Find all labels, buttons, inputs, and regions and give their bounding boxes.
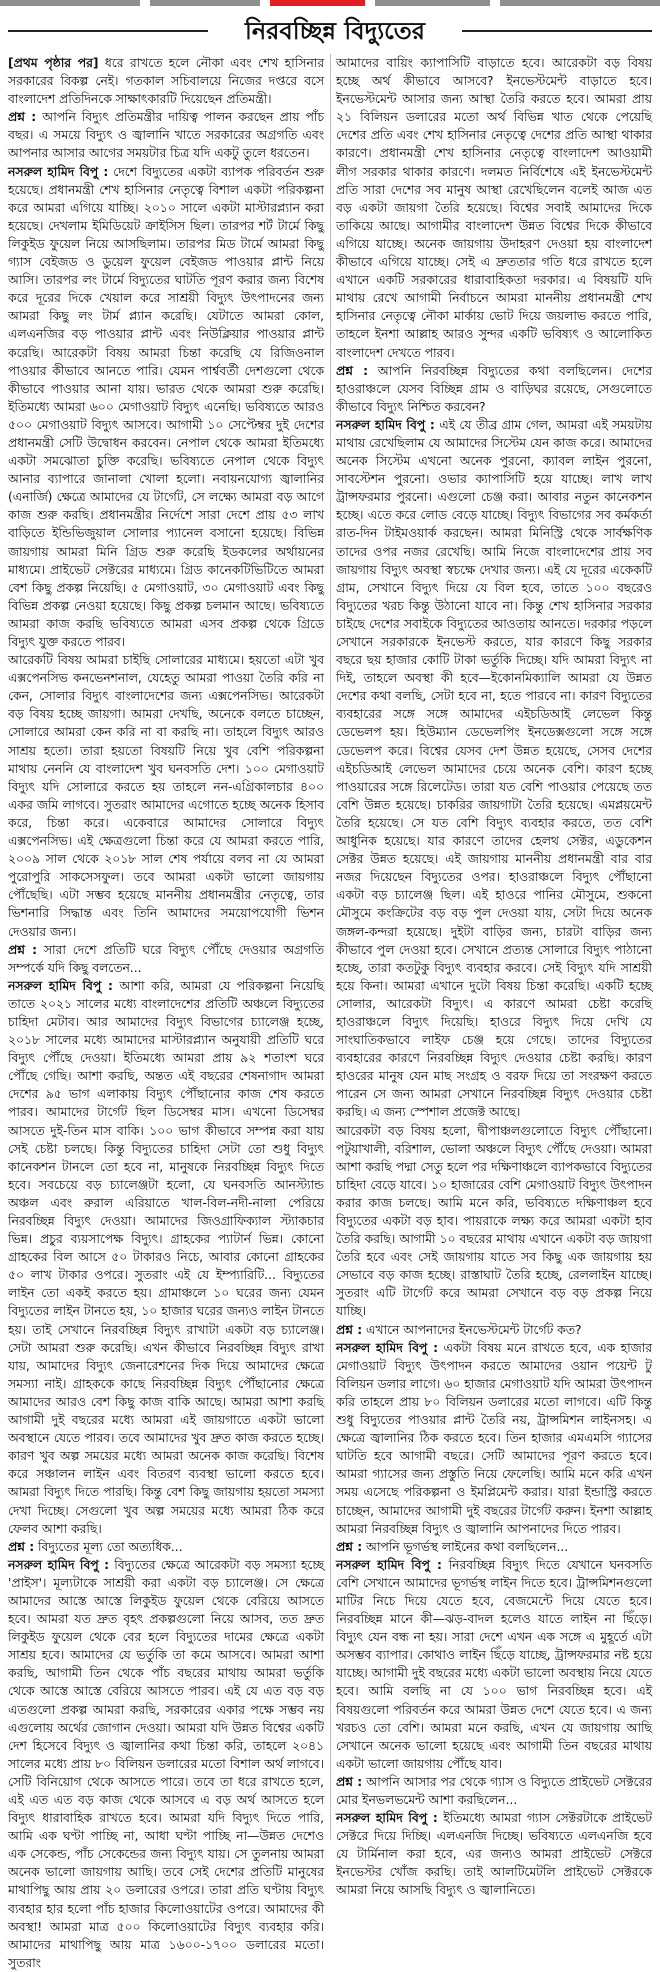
question-label: প্রশ্ন : <box>336 1539 363 1554</box>
paragraph-text: এই যে তীব্র গ্রাম গেল, আমরা এই সময়টায় মাথায় রেখেছিলাম যে আমাদের সিস্টেম যেন কাজ করে। আমাদের অনেক সিস্টেম এখনো অনেক পুরনো, ক্যাবল লাইন পুরনো, সাবস্টেশন পুরনো। ওভার ক্যাপাসিটি হয়ে যাচ্ছে। লাখ লাখ ট্রান্সফরমার পুরনো। এগুলো চেঞ্জ করা। আবার নতুন কানেকশন হচ্ছে। এতে করে লোড বেড়ে যাচ্ছে। বিদ্যুৎ বিভাগের সব কর্মকর্তা রাত-দিন টাইমওয়ার্ক করছেন। আমরা মিনিস্ট্রি থেকে সার্বক্ষণিক তাদের ওপর নজর রেখেছি। আমি নিজে বাংলাদেশের প্রায় সব জায়গায় বিদ্যুৎ অবস্থা স্বচক্ষে দেখার জন্য। এই যে দূরের একেকটি গ্রাম, সেখানে বিদ্যুৎ দিয়ে যে বিল হবে, তাতে ১০০ বছরেও বিদ্যুতের খরচ কিন্তু উঠানো যাবে না। কিন্তু শেখ হাসিনার সরকার চাইছে দেশের সবাইকে বিদ্যুতের আওতায় আনতে। দরকার পড়লে সেখানে সরকারকে ইনভেস্ট করতে, যার কারণে কিছু সরকার বছরে ছয় হাজার কোটি টাকা ভর্তুকি দিচ্ছে। যদি আমরা বিদ্যুৎ না দিই, তাহলে অবস্থা কী হবে—ইকোনমিক্যালি আমরা যে উন্নত দেশের কথা বলছি, সেটা হবে না, হতে পারবে না। কারণ বিদ্যুতের ব্যবহারের সঙ্গে সঙ্গে আমাদের এইচডিআই লেভেল কিন্তু ডেভেলপ হয়। হিউম্যান ডেভেলপিং ইনডেক্সগুলো সঙ্গে সঙ্গে ডেভেলপ করে। বিশ্বের যেসব দেশ উন্নত হয়েছে, সেসব দেশের এইচডিআই লেভেল আমাদের চেয়ে অনেক বেশি। কারণ হচ্ছে পাওয়ারের সঙ্গে রিলেটেড। তারা যত বেশি পাওয়ার পেয়েছে তত বেশি উন্নত হয়েছে। চাকরির জায়গাটা তৈরি হয়েছে। এমপ্লয়মেন্ট তৈরি হয়েছে। সে যত বেশি বিদ্যুৎ ব্যবহার করতে, তত বেশি আধুনিক হয়েছে। যার কারণে তাদের হেলথ সেক্টর, এডুকেশন সেক্টর উন্নত হয়েছে। এই জায়গায় মাননীয় প্রধানমন্ত্রী বার বার নজর দিয়েছেন বিদ্যুতের ওপর। হাওরাঞ্চলে বিদ্যুৎ পৌঁছানো একটা বড় চ্যালেঞ্জ ছিল। এই হাওরে পানির মৌসুমে, শুকনো মৌসুমে কংক্রিটের বড় বড় পুল দেওয়া যায়, সেটা দিয়ে অনেক জঙ্গল-কন্দরা হয়েছে। দুইটা বাড়ির জন্য, চারটা বাড়ির জন্য কীভাবে পুল দেওয়া হবে। সেখানে প্রত্যন্ত সোলারে বিদ্যুৎ পাঠানো হচ্ছে, তারা কতটুকু বিদ্যুৎ ব্যবহার করবে। সেই বিদ্যুৎ যদি সাশ্রয়ী হয়ে কিনা। আমরা এখানে দুটো বিষয় চিন্তা করেছি। একটি হচ্ছে সোলার, আরেকটা বিদ্যুৎ। এ কারণে আমরা চেষ্টা করেছি হাওরাঞ্চলে বিদ্যুৎ দিয়েছি। হাওরে বিদ্যুৎ দিয়ে দেখি যে সাংঘাতিকভাবে লাইফ চেঞ্জ হয়ে গেছে। তাদের বিদ্যুতের ব্যবহারের কারণে নিরবচ্ছিন্ন বিদ্যুৎ দেওয়ার চেষ্টা করছি। কারণ হাওরের মানুষ যেন মাছ সংগ্রহ ও বরফ দিয়ে তা সংরক্ষণ করতে পারেন সে জন্য আমরা সেখানে নিরবচ্ছিন্ন বিদ্যুৎ দেওয়ার চেষ্টা করছি। এ জন্য স্পেশাল প্রজেক্ট আছে। <box>336 417 652 1120</box>
body-paragraph <box>336 1122 652 1321</box>
question-paragraph <box>8 941 324 977</box>
question-paragraph <box>336 1321 652 1339</box>
paragraph-text: এখানে আপনাদের ইনভেস্টমেন্ট টার্গেট কত? <box>362 1322 582 1337</box>
answer-paragraph <box>8 1556 324 1972</box>
speaker-label: নসরুল হামিদ বিপু : <box>336 1340 439 1355</box>
body-paragraph <box>8 54 324 108</box>
lead-label: [প্রথম পৃষ্ঠার পর] <box>8 56 99 70</box>
speaker-label: নসরুল হামিদ বিপু : <box>336 1811 438 1826</box>
body-paragraph <box>336 54 652 362</box>
speaker-label: নসরুল হামিদ বিপু : <box>8 1557 110 1572</box>
article-headline: নিরবচ্ছিন্ন বিদ্যুতের <box>244 17 426 45</box>
question-paragraph <box>336 362 652 416</box>
question-paragraph <box>8 108 324 162</box>
paragraph-text: দেশে বিদ্যুতের একটা ব্যাপক পরিবর্তন শুরু হয়েছে। প্রধানমন্ত্রী শেখ হাসিনার নেতৃত্বে বিশাল একটা পরিকল্পনা করে আমরা এগিয়ে যাচ্ছি। ২০১০ সালে একটা মাস্টারপ্ল্যান করা হয়েছে। দেখলাম ইমিডিয়েট ক্রাইসিস ছিল। তারপর শর্ট টার্মে কিছু লিকুইড ফুয়েল নিয়ে আসছিলাম। তারপর মিড টার্মে আমরা কিছু গ্যাস বেইজড ও ডুয়েল ফুয়েল বেইজড পাওয়ার প্লান্ট নিয়ে আসি। তারপর লং টার্মে বিদ্যুতের ঘাটতি পূরণ করার জন্য বিশেষ করে দূরের দিকে খেয়াল করে সাশ্রয়ী বিদ্যুৎ উৎপাদনের জন্য আমরা কিছু লং টার্ম প্ল্যান করেছি। যেটাতে আমরা কোল, এলএনজির বড় পাওয়ার প্লান্ট এবং নিউক্লিয়ার পাওয়ার প্লান্ট করেছি। আরেকটা বিষয় আমরা চিন্তা করেছি যে রিজিওনাল পাওয়ার কীভাবে আনতে পারি। যেমন পার্শ্ববর্তী দেশগুলো থেকে কীভাবে পাওয়ার আনা যায়। ভারত থেকে আমরা শুরু করেছি। ইতিমধ্যে আমরা ৬০০ মেগাওয়াট বিদ্যুৎ এনেছি। ভবিষ্যতে আরও ৫০০ মেগাওয়াট বিদ্যুৎ আসবে। আগামী ১০ সেপ্টেম্বর দুই দেশের প্রধানমন্ত্রী সেটি উদ্বোধন করবেন। নেপাল থেকে আমরা ইতিমধ্যে একটা সমঝোতা চুক্তি করেছি। ভবিষ্যতে নেপাল থেকে বিদ্যুৎ আনার ব্যাপারে জানালা খোলা হলো। নবায়নযোগ্য জ্বালানির (এনার্জি) ক্ষেত্রে আমাদের যে টার্গেট, সে লক্ষ্যে আমরা বড় আগে কাজ শুরু করছি। প্রধানমন্ত্রীর নির্দেশে সারা দেশে প্রায় ৫৩ লাখ বাড়িতে ইন্ডিভিজুয়াল সোলার প্যানেল বসানো হয়েছে। বিভিন্ন জায়গায় আমরা মিনি গ্রিড শুরু করেছি ইডকলের অর্থায়নের মাধ্যমে। প্রাইভেট সেক্টরের মাধ্যমে। গ্রিড কানেকটিভিটিতে আমরা বেশ কিছু প্রকল্প নিয়েছি। ৫ মেগাওয়াট, ৩০ মেগাওয়াট এবং কিছু বিভিন্ন প্রকল্প নেওয়া হয়েছে। কিছু প্রকল্প চলমান আছে। ভবিষ্যতে আমরা কাজ করছি ভবিষ্যতে আমরা এসব প্রকল্প থেকে গ্রিডে বিদ্যুৎ যুক্ত করতে পারব। <box>8 164 324 649</box>
top-bar-accent-segment <box>270 0 365 6</box>
answer-paragraph <box>336 1556 652 1773</box>
article-column-right <box>336 54 652 1898</box>
question-label: প্রশ্ন : <box>8 1539 35 1554</box>
paragraph-text: আপনি আসার পর থেকে গ্যাস ও বিদ্যুতে প্রাইভেট সেক্টরের মোর ইনভলভমেন্ট আশা করছিলেন... <box>336 1774 652 1807</box>
top-bar-segment <box>500 0 660 6</box>
question-label: প্রশ্ন : <box>336 363 369 378</box>
answer-paragraph <box>336 416 652 1122</box>
body-paragraph <box>8 651 324 941</box>
paragraph-text: ধরে রাখতে হলে নৌকা এবং শেখ হাসিনার সরকারের বিকল্প নেই। গতকাল সচিবালয়ে নিজের দপ্তরে বসে বাংলাদেশ প্রতিদিনকে সাক্ষাৎকারটি দিয়েছেন প্রতিমন্ত্রী। <box>8 56 325 107</box>
paragraph-text: আরেকটি বিষয় আমরা চাইছি সোলারের মাধ্যমে। হয়তো এটা খুব এক্সপেনসিভ কনভেনশনাল, যেহেতু আমরা পাওয়া তৈরি করি না কেন, সোলার বিদ্যুৎ বাংলাদেশের জন্য এক্সপেনসিভ। আরেকটা বড় বিষয় হচ্ছে জায়গা। আমরা দেখছি, অনেকে বলতে চাচ্ছেন, সোলারে আমরা কেন করি না বা করছি না। তাহলে বিদ্যুৎ আরও সাশ্রয় হতো। তারা হয়তো বিষয়টি নিয়ে খুব বেশি পরিকল্পনা মাথায় নেননি যে বাংলাদেশ খুব ঘনবসতি দেশ। ১০০ মেগাওয়াট বিদ্যুৎ যদি সোলারে করতে হয় তাহলে নন-এগ্রিকালচার ৪০০ একর জমি লাগবে। সুতরাং আমাদের এগোতে হচ্ছে অনেক হিসাব করে, চিন্তা করে। একেবারে আমাদের সোলারে বিদ্যুৎ এক্সপেনসিভ। এই ক্ষেত্রগুলো চিন্তা করে যে আমরা করতে পারি, ২০০৯ সাল থেকে ২০১৮ সাল শেষ পর্যায়ে বলব না যে আমরা পুরোপুরি সাকসেসফুল। তবে আমরা একটা ভালো জায়গায় পৌঁছেছি। এটা সম্ভব হয়েছে মাননীয় প্রধানমন্ত্রীর নেতৃত্বে, তার ভিশনারি সিদ্ধান্ত এবং তিনি আমাদের সময়োপযোগী ভিশন দেওয়ার জন্য। <box>8 653 324 939</box>
question-paragraph <box>8 1538 324 1556</box>
speaker-label: নসরুল হামিদ বিপু : <box>8 164 109 179</box>
speaker-label: নসরুল হামিদ বিপু : <box>336 417 435 432</box>
speaker-label: নসরুল হামিদ বিপু : <box>8 978 113 993</box>
paragraph-text: নিরবচ্ছিন্ন বিদ্যুৎ দিতে যেখানে ঘনবসতি বেশি সেখানে আমাদের ভূগর্ভস্থ লাইন দিতে হবে। ট্রান্সমিশনগুলো মাটির নিচে দিয়ে যেতে হবে, বেজমেন্টে দিয়ে যেতে হবে। নিরবচ্ছিন্ন মানে কী—ঝড়-বাদল হলেও যাতে লাইন না ছিঁড়ে। বিদ্যুৎ যেন বন্ধ না হয়। সারা দেশে এখন এক সঙ্গে এ মুহূর্তে এটা অসম্ভব ব্যাপার। কোথাও লাইন ছিঁড়ে যাচ্ছে, ট্রান্সফরমার নষ্ট হয়ে যাচ্ছে। আগামী দুই বছরের মধ্যে একটা ভালো অবস্থায় নিয়ে যেতে হবে। আমি বলছি না যে ১০০ ভাগ নিরবচ্ছিন্ন হবে। এই বিষয়গুলো পরিবর্তন করে আমরা উন্নত দেশে যেতে হবে। এ জন্য খরচও তো বেশি। আমরা মনে করছি, এখন যে জায়গায় আছি সেখানে অনেক ভালো হয়েছে এবং আগামী তিন বছরের মাথায় একটা ভালো জায়গায় পৌঁছে যাব। <box>336 1557 652 1771</box>
question-label: প্রশ্ন : <box>8 942 38 957</box>
paragraph-text: ইতিমধ্যে আমরা গ্যাস সেক্টরটাকে প্রাইভেট সেক্টরে দিয়ে দিচ্ছি। এলএনজি দিচ্ছে। ভবিষ্যতে এলএনজি হবে যে টার্মিনাল করা হবে, এর জন্যও আমরা প্রাইভেট সেক্টরে ইনভেস্টর খোঁজ করছি। তাই আলটিমেটলি প্রাইভেট সেক্টরকে আমরা নিয়ে আসছি বিদ্যুৎ ও জ্বালানিতে। <box>336 1811 652 1898</box>
paragraph-text: বিদ্যুতের ক্ষেত্রে আরেকটা বড় সমস্যা হচ্ছে 'প্রাইস'। মূল্যটাকে সাশ্রয়ী করা একটা বড় চ্যালেঞ্জ। সে ক্ষেত্রে আমাদের আস্তে আস্তে লিকুইড ফুয়েল থেকে বেরিয়ে আসতে হবে। আমরা যত দ্রুত বৃহৎ প্রকল্পগুলো নিয়ে আসব, তত দ্রুত লিকুইড ফুয়েল থেকে বের হলে বিদ্যুতের দামের ক্ষেত্রে একটা সাশ্রয় হবে। আমাদের যে ভর্তুকি তা কমে আসবে। আমরা আশা করছি, আগামী তিন থেকে পাঁচ বছরের মাথায় আমরা ভর্তুকি থেকে আস্তে আস্তে বেরিয়ে আসতে পারব। এই যে এত বড় বড় এতগুলো প্রকল্প আমরা করছি, সরকারের একার পক্ষে সম্ভব নয় এগুলোয় অর্থের জোগান দেওয়া। আমরা যদি উন্নত বিশ্বের একটি দেশ হিসেবে বিদ্যুৎ ও জ্বালানির কথা চিন্তা করি, তাহলে ২০৪১ সালের মধ্যে প্রায় ৮০ বিলিয়ন ডলারের মতো বিশাল অর্থ লাগবে। সেটি বিনিয়োগ থেকে আসতে পারে। তবে তা ধরে রাখতে হলে, এই এত এত বড় কাজ থেকে আসবে এ বড় অর্থ আসতে হলে বিদ্যুৎ ধারাবাহিক রাখতে হবে। আমরা যদি বিদ্যুৎ দিতে পারি, আমি এক ঘণ্টা পাচ্ছি না, আধা ঘণ্টা পাচ্ছি না—উন্নত দেশেও এক সেকেন্ড, পাঁচ সেকেন্ডের জন্য বিদ্যুৎ যায়। সে তুলনায় আমরা অনেক ভালো জায়গায় আছি। তবে সেই দেশের প্রতিটি মানুষের মাথাপিছু আয় প্রায় ২০ ডলারের ওপরে। তারা প্রতি ঘণ্টায় বিদ্যুৎ ব্যবহার হার হলো পাঁচ হাজার কিলোওয়াটের ওপরে। আমাদের কী অবস্থা! আমরা মাত্র ৫০০ কিলোওয়াটের বিদ্যুৎ ব্যবহার করি। আমাদের মাথাপিছু আয় মাত্র ১৬০০-১৭০০ ডলারের মতো। সুতরাং <box>8 1557 324 1970</box>
question-paragraph <box>336 1538 652 1556</box>
paragraph-text: আরেকটা বড় বিষয় হলো, দ্বীপাঞ্চলগুলোতে বিদ্যুৎ পৌঁছানো। পটুয়াখালী, বরিশাল, ভোলা অঞ্চলে বিদ্যুৎ পৌঁছে দেওয়া। আমরা আশা করছি পদ্মা সেতু হলে পর দক্ষিণাঞ্চলে ব্যাপকভাবে বিদ্যুতের চাহিদা বেড়ে যাবে। ১০ হাজারের বেশি মেগাওয়াট বিদ্যুৎ উৎপাদন করার কাজ চলছে। আমি মনে করি, ভবিষ্যতে দক্ষিণাঞ্চল হবে বিদ্যুতের একটা বড় হাব। পায়রাকে লক্ষ্য করে আমরা একটা হাব তৈরি করছি। আগামী ১০ বছরের মাথায় এখানে একটা বড় জায়গা তৈরি হবে এবং সেই জায়গায় যাতে সব কিছু এক জায়গায় হয় সেভাবে বড় কাজ হচ্ছে। রাস্তাঘাট তৈরি হচ্ছে, রেললাইন যাচ্ছে। সুতরাং এটি টার্গেট করে আমরা সেখানে বড় বড় প্রকল্প নিয়ে যাচ্ছি। <box>336 1123 652 1319</box>
answer-paragraph <box>8 163 324 652</box>
question-label: প্রশ্ন : <box>8 110 37 125</box>
paragraph-text: আপনি নিরবচ্ছিন্ন বিদ্যুতের কথা বলছিলেন। দেশের হাওরাঞ্চলে যেসব বিচ্ছিন্ন গ্রাম ও বাড়িঘর রয়েছে, সেগুলোতে কীভাবে বিদ্যুৎ নিশ্চিত করবেন? <box>336 363 652 414</box>
answer-paragraph <box>8 977 324 1538</box>
top-bar-segment <box>150 0 260 6</box>
top-bar-segment <box>375 0 490 6</box>
article-column-left <box>8 54 325 1970</box>
top-bar-segment <box>0 0 140 6</box>
paragraph-text: বিদ্যুতের মূল্য তো অত্যধিক... <box>34 1539 183 1554</box>
paragraph-text: আশা করি, আমরা যে পরিকল্পনা নিয়েছি তাতে ২০২১ সালের মধ্যে বাংলাদেশের প্রতিটি অঞ্চলে বিদ্যুতের চাহিদা মেটাব। আর আমাদের বিদ্যুৎ বিভাগের চ্যালেঞ্জ হচ্ছে, ২০১৮ সালের মধ্যে আমাদের মাস্টারপ্ল্যান অনুযায়ী প্রতিটি ঘরে বিদ্যুৎ পৌঁছে দেওয়া। ইতিমধ্যে আমরা প্রায় ৯২ শতাংশ ঘরে পৌঁছে গেছি। আশা করছি, অন্তত এই বছরের শেষনাগাদ আমরা দেশের ৯৫ ভাগ এলাকায় বিদ্যুৎ পৌঁছানোর কাজ শেষ করতে পারব। আমাদের টার্গেট ছিল ডিসেম্বর মাস। এখনো ডিসেম্বর আসতে দুই-তিন মাস বাকি। ১০০ ভাগ কীভাবে সম্পন্ন করা যায় সেই চেষ্টা চলছে। কিন্তু বিদ্যুতের চাহিদা সেটা তো শুধু বিদ্যুৎ কানেকশন টানলে তো হবে না, মানুষকে নিরবচ্ছিন্ন বিদ্যুৎ দিতে হবে। সবচেয়ে বড় চ্যালেঞ্জটা হলো, যে ঘনবসতি আনস্ট্যান্ড অঞ্চল এবং রুরাল এরিয়াতে খাল-বিল-নদী-নালা পেরিয়ে নিরবচ্ছিন্ন বিদ্যুৎ দেওয়া। আমাদের জিওগ্রাফিক্যাল স্ট্যাকচার ভিন্ন। প্রচুর ব্যয়সাপেক্ষ বিদ্যুৎ। গ্রাহকের প্যাটার্ন ভিন্ন। কোনো গ্রাহকের বিল আসে ৫০ টাকারও নিচে, আবার কোনো গ্রাহকের ৫০ লাখ টাকার ওপরে। সুতরাং এই যে ইম্প্যারিটি... বিদ্যুতের লাইন তো একই করতে হয়। গ্রামাঞ্চলে ১০ ঘরের জন্য যেমন বিদ্যুতের লাইন টানতে হয়, ১০ হাজার ঘরের জন্যও লাইন টানতে হয়। তাই সেখানে নিরবচ্ছিন্ন বিদ্যুৎ রাখাটা একটা বড় চ্যালেঞ্জ। সেটা আমরা শুরু করেছি। এখন কীভাবে নিরবচ্ছিন্ন বিদ্যুৎ রাখা যায়, আমাদের বিদ্যুৎ জেনারেশনের দিক দিয়ে আমাদের ক্ষেত্রে সমস্যা নাই। গ্রাহককে কাছে নিরবচ্ছিন্ন বিদ্যুৎ পৌঁছানোর ক্ষেত্রে আমাদের আরও বেশ কিছু কাজ বাকি আছে। আমরা আশা করছি আগামী দুই বছরের মধ্যে আমরা এই জায়গাতে একটা ভালো অবস্থানে যেতে পারব। তবে আমাদের খুব দ্রুত কাজ করতে হচ্ছে। কারণ খুব অল্প সময়ের মধ্যে আমরা অনেক কাজ করেছি। বিশেষ করে সঞ্চালন লাইন এবং বিতরণ ব্যবস্থা ভালো করতে হবে। আমরা বিদ্যুৎ দিতে পারছি। কিন্তু বেশ কিছু জায়গায় হয়তো সমস্যা দেখা দিচ্ছে। সেগুলো খুব অল্প সময়ের মধ্যে আমরা ঠিক করে ফেলব আশা করছি। <box>8 978 324 1536</box>
speaker-label: নসরুল হামিদ বিপু : <box>336 1557 442 1572</box>
answer-paragraph <box>336 1809 652 1899</box>
question-label: প্রশ্ন : <box>336 1322 363 1337</box>
headline-block <box>0 16 660 46</box>
paragraph-text: আপনি ভূগর্ভস্থ লাইনের কথা বলছিলেন... <box>362 1539 569 1554</box>
column-divider <box>330 54 331 1840</box>
top-color-bar <box>0 0 660 6</box>
paragraph-text: আপনি বিদ্যুৎ প্রতিমন্ত্রীর দায়িত্ব পালন করছেন প্রায় পাঁচ বছর। এ সময়ে বিদ্যুৎ ও জ্বালানি খাতে সরকারের অগ্রগতি এবং আপনার আসার আগের সময়টার চিত্র যদি একটু তুলে ধরতেন। <box>8 110 324 161</box>
headline-rule-right <box>462 30 652 32</box>
paragraph-text: সারা দেশে প্রতিটি ঘরে বিদ্যুৎ পৌঁছে দেওয়ার অগ্রগতি সম্পর্কে যদি কিছু বলতেন... <box>8 942 324 975</box>
paragraph-text: আমাদের বায়িং ক্যাপাসিটি বাড়াতে হবে। আরেকটা বড় বিষয় হচ্ছে অর্থ কীভাবে আসবে? ইনভেস্টমেন্ট বাড়াতে হবে। ইনভেস্টমেন্ট আসার জন্য আস্থা তৈরি করতে হবে। আমরা প্রায় ২১ বিলিয়ন ডলারের মতো অর্থ বিভিন্ন খাত থেকে পেয়েছি দেশের প্রতি এবং শেখ হাসিনার নেতৃত্বে দেশের প্রতি আস্থা থাকার কারণে। প্রধানমন্ত্রী শেখ হাসিনার নেতৃত্বে বাংলাদেশ আওয়ামী লীগ সরকার থাকার কারণে। দলমত নির্বিশেষে এই ইনভেস্টমেন্ট প্রতি সারা দেশের সব মানুষ আস্থা রেখেছিলেন বলেই আজ এত বড় একটা জায়গা তৈরি হয়েছে। বিশ্বের সবাই আমাদের দিকে তাকিয়ে আছে। আগামীর বাংলাদেশ উন্নত বিশ্বের দিকে কীভাবে এগিয়ে যাচ্ছে। অনেক জায়গায় উদাহরণ দেওয়া হয় বাংলাদেশ কীভাবে এগিয়ে যাচ্ছে। সেই এ দ্রুততার গতি ধরে রাখতে হলে এখানে একটি সরকারের ধারাবাহিকতা দরকার। এ বিষয়টি যদি মাথায় রেখে আগামী নির্বাচনে আমরা মাননীয় প্রধানমন্ত্রী শেখ হাসিনার নেতৃত্বে নৌকা মার্কায় ভোট দিয়ে জয়লাভ করতে পারি, তাহলে ইনশা আল্লাহ আরও সুন্দর একটি ভবিষ্যৎ ও আলোকিত বাংলাদেশ দেখতে পারব। <box>336 56 652 360</box>
paragraph-text: একটা বিষয় মনে রাখতে হবে, এক হাজার মেগাওয়াট বিদ্যুৎ উৎপাদন করতে আমাদের ওয়ান পয়েন্ট টু বিলিয়ন ডলার লাগে। ৬০ হাজার মেগাওয়াট যদি আমরা উৎপাদন করি তাহলে প্রায় ৮০ বিলিয়ন ডলারের মতো লাগবে। এটি কিন্তু শুধু বিদ্যুতের পাওয়ার প্লান্ট তৈরি নয়, ট্রান্সমিশন লাইনসহ। এ ক্ষেত্রে জ্বালানির ঠিক করতে হবে। তিন হাজার এমএমসি গ্যাসের ঘাটতি হবে আগামী বছরে। সেটি আমাদের পূরণ করতে হবে। আমরা গ্যাসের জন্য প্রস্তুতি নিয়ে ফেলেছি। আমি মনে করি এখন সময় এসেছে পরিকল্পনা ও ইমপ্লিমেন্ট করার। যারা ইন্ডাস্ট্রি করতে চাচ্ছেন, আমাদের আগামী দুই বছরের টার্গেট করুন। ইনশা আল্লাহ আমরা নিরবচ্ছিন্ন বিদ্যুৎ ও জ্বালানি আপনাদের দিতে পারব। <box>336 1340 652 1536</box>
question-paragraph <box>336 1773 652 1809</box>
question-label: প্রশ্ন : <box>336 1774 363 1789</box>
headline-rule-left <box>8 30 208 32</box>
answer-paragraph <box>336 1339 652 1538</box>
article-columns <box>8 54 652 1970</box>
